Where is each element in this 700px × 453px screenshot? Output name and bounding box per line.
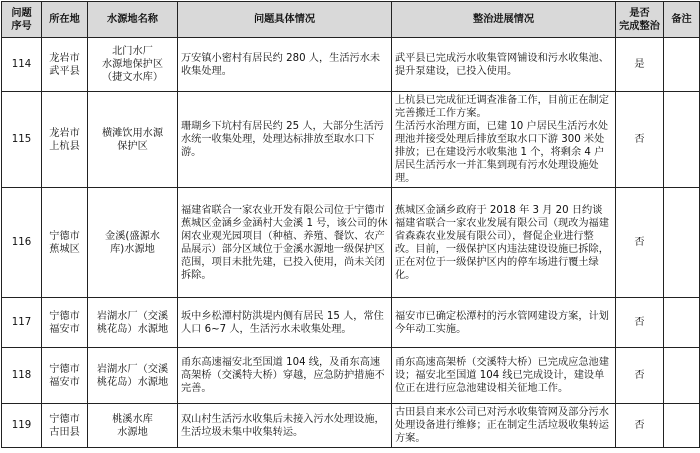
cell-progress: 甬东高速高架桥（交溪特大桥）已完成应急池建设；福安北至国道 104 线已完成设计，建设单位正在进行应急池建设相关征地工作。: [392, 348, 616, 404]
cell-problem: 甬东高速福安北至国道 104 线，及甬东高速高架桥（交溪特大桥）穿越，应急防护措施不完善。: [178, 348, 392, 404]
cell-index: 114: [2, 38, 42, 92]
cell-index: 119: [2, 404, 42, 448]
cell-problem: 双山村生活污水收集后未接入污水处理设施，生活垃圾未集中收集转运。: [178, 404, 392, 448]
cell-progress: 上杭县已完成征迁调查准备工作，目前正在制定完善搬迁工作方案。 生活污水治理方面，已建 10 户居民生活污水处理池并接受处理后排放至取水口下游 300 米处排放；已在建设污水收集池 1 个，将剩余 4 户居民生活污水一并汇集到现有污水处理设施处理。: [392, 92, 616, 188]
cell-index: 115: [2, 92, 42, 188]
cell-source-name: 北门水厂 水源地保护区 （捷文水库）: [88, 38, 178, 92]
cell-index: 117: [2, 298, 42, 348]
cell-index: 118: [2, 348, 42, 404]
cell-problem: 福建省联合一家农业开发有限公司位于宁德市蕉城区金涵乡金涵村大金溪 1 号，该公司的休闲农业观光园项目（种植、养殖、餐饮、农产品展示）部分区域位于金溪水源地一级保护区范围，项目未批先建，已投入使用，尚未关闭拆除。: [178, 188, 392, 298]
table-row: [2, 188, 700, 298]
header-source-name: 水源地名称: [88, 2, 178, 38]
cell-done: 否: [616, 298, 664, 348]
header-index: 问题 序号: [2, 2, 42, 38]
cell-problem: 万安镇小密村有居民约 280 人，生活污水未收集处理。: [178, 38, 392, 92]
cell-location: 宁德市 古田县: [42, 404, 88, 448]
cell-remark: [664, 348, 700, 404]
cell-remark: [664, 38, 700, 92]
cell-remark: [664, 92, 700, 188]
cell-problem: 珊瑚乡下坑村有居民约 25 人，大部分生活污水统一收集处理，处理达标排放至取水口下游。: [178, 92, 392, 188]
cell-done: 否: [616, 404, 664, 448]
cell-progress: 武平县已完成污水收集管网铺设和污水收集池、提升泵建设，已投入使用。: [392, 38, 616, 92]
cell-remark: [664, 298, 700, 348]
table-row: [2, 298, 700, 348]
cell-done: 否: [616, 348, 664, 404]
cell-progress: 福安市已确定松潭村的污水管网建设方案，计划今年动工实施。: [392, 298, 616, 348]
table-row: [2, 38, 700, 92]
cell-remark: [664, 404, 700, 448]
table-row: [2, 404, 700, 448]
header-remark: 备注: [664, 2, 700, 38]
cell-done: 是: [616, 38, 664, 92]
cell-location: 龙岩市 武平县: [42, 38, 88, 92]
cell-source-name: 岩湖水厂（交溪 桃花岛）水源地: [88, 348, 178, 404]
cell-location: 龙岩市 上杭县: [42, 92, 88, 188]
cell-location: 宁德市 福安市: [42, 298, 88, 348]
cell-remark: [664, 188, 700, 298]
table-row: [2, 92, 700, 188]
cell-location: 宁德市 蕉城区: [42, 188, 88, 298]
cell-progress: 蕉城区金涵乡政府于 2018 年 3 月 20 日约谈福建省联合一家农业发展有限公司（现改为福建省森森农业发展有限公司），督促企业进行整改。目前，一级保护区内违法建设设施已拆除，正在对位于一级保护区内的停车场进行覆土绿化。: [392, 188, 616, 298]
cell-done: 否: [616, 188, 664, 298]
header-location: 所在地: [42, 2, 88, 38]
cell-progress: 古田县自来水公司已对污水收集管网及部分污水处理设备进行维修；正在制定生活垃圾收集转运方案。: [392, 404, 616, 448]
cell-source-name: 岩湖水厂（交溪 桃花岛）水源地: [88, 298, 178, 348]
header-problem: 问题具体情况: [178, 2, 392, 38]
header-progress: 整治进展情况: [392, 2, 616, 38]
header-row: [2, 2, 700, 38]
cell-source-name: 金溪(盛源水 库)水源地: [88, 188, 178, 298]
cell-location: 宁德市 福安市: [42, 348, 88, 404]
table-row: [2, 348, 700, 404]
rectification-table: [1, 1, 700, 448]
cell-index: 116: [2, 188, 42, 298]
header-done: 是否 完成整治: [616, 2, 664, 38]
cell-source-name: 横滩饮用水源 保护区: [88, 92, 178, 188]
cell-done: 否: [616, 92, 664, 188]
cell-source-name: 桃溪水库 水源地: [88, 404, 178, 448]
cell-problem: 坂中乡松潭村防洪堤内侧有居民 15 人，常住人口 6~7 人，生活污水未收集处理。: [178, 298, 392, 348]
